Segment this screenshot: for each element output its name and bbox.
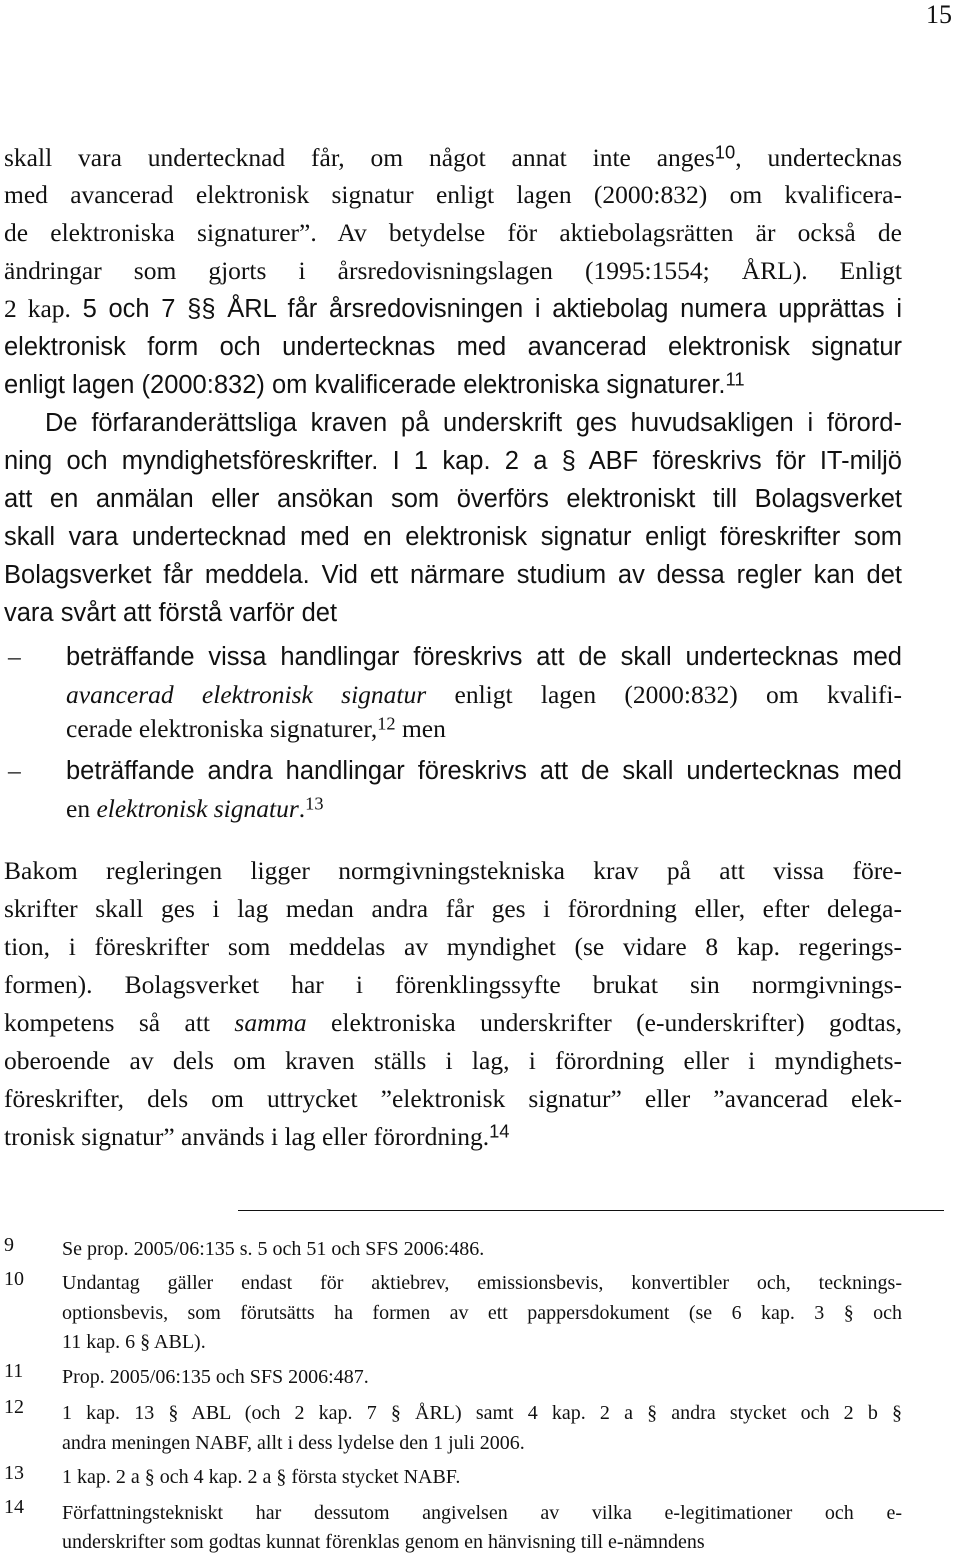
footnote-number-13: 13: [4, 1462, 24, 1484]
text: cerade elektroniska signaturer,: [66, 714, 378, 743]
footnote-number-11: 11: [4, 1360, 24, 1382]
text: tronisk signatur” används i lag eller förordning.: [4, 1122, 490, 1151]
para2-line-8: [4, 1122, 902, 1152]
text: , undertecknas: [735, 143, 902, 172]
footnote-number-14: 14: [4, 1496, 24, 1518]
para2-line-4: formen). Bolagsverket har i förenklingssyfte brukat sin normgivnings-: [4, 970, 902, 999]
para1-line-10: att en anmälan eller ansökan som överförs elektroniskt till Bolagsverket: [4, 485, 902, 513]
text: .: [298, 794, 306, 823]
footnote-14-line-1: Författningstekniskt har dessutom angivelsen av vilka e-legitimationer och e-: [62, 1502, 902, 1524]
footnote-12-line-1: 1 kap. 13 § ABL (och 2 kap. 7 § ÅRL) samt 4 kap. 2 a § andra stycket och 2 b §: [62, 1402, 902, 1424]
footnote-ref-14: 14: [489, 1120, 510, 1142]
list-item-1-line-1: beträffande vissa handlingar föreskrivs att de skall undertecknas med: [66, 643, 902, 671]
para2-line-3: tion, i föreskrifter som meddelas av myndighet (se vidare 8 kap. regerings-: [4, 932, 902, 961]
footnote-11-line-1: Prop. 2005/06:135 och SFS 2006:487.: [62, 1366, 369, 1388]
text: ning och myndighetsföreskrifter. I 1 kap.: [4, 447, 491, 475]
para1-line-9: [4, 446, 902, 476]
footnote-10-line-1: Undantag gäller endast för aktiebrev, emissionsbevis, konvertibler och, tecknings-: [62, 1272, 902, 1294]
para1-line-11: skall vara undertecknad med en elektronisk signatur enligt föreskrifter som: [4, 523, 902, 551]
italic-text: samma: [234, 1008, 307, 1037]
text: 5 och 7 §§ ÅRL får årsredovisningen i aktiebolag numera upprättas i: [70, 295, 902, 323]
para1-line-7: [4, 370, 902, 400]
list-item-1-line-2: [66, 680, 902, 710]
list-item-1-line-3: [66, 714, 902, 744]
list-dash-2: –: [8, 756, 21, 785]
page-number: 15: [926, 0, 952, 29]
text: men: [395, 714, 446, 743]
footnote-14-line-2: underskrifter som godtas kunnat förenklas genom en hänvisning till e-nämndens: [62, 1531, 705, 1553]
para1-line-8: De förfaranderättsliga kraven på underskrift ges huvudsakligen i förord-: [45, 409, 902, 437]
footnote-divider: [238, 1210, 944, 1211]
list-dash-1: –: [8, 642, 21, 671]
para2-line-1: Bakom regleringen ligger normgivningstekniska krav på att vissa före-: [4, 856, 902, 885]
para1-line-2: med avancerad elektronisk signatur enligt lagen (2000:832) om kvalificera-: [4, 180, 902, 209]
text: elektroniska underskrifter (e-underskrifter) godtas,: [306, 1008, 902, 1037]
para1-line-1: [4, 143, 902, 173]
footnote-number-9: 9: [4, 1234, 14, 1256]
text: en: [66, 794, 97, 823]
text: Bolagsverket får meddela.: [4, 561, 310, 589]
para1-line-3: de elektroniska signaturer”. Av betydelse för aktiebolagsrätten är också de: [4, 218, 902, 247]
text: kompetens så att: [4, 1008, 235, 1037]
para1-line-5: [4, 294, 902, 324]
para2-line-5: [4, 1008, 902, 1038]
text: enligt lagen (2000:832) om kvalificerade elektroniska signaturer.: [4, 371, 726, 399]
text: enligt lagen (2000:832) om kvalifi-: [426, 680, 902, 709]
list-item-2-line-1: beträffande andra handlingar föreskrivs att de skall undertecknas med: [66, 757, 902, 785]
footnote-ref-10: 10: [714, 141, 736, 163]
footnote-number-12: 12: [4, 1396, 24, 1418]
footnote-number-10: 10: [4, 1268, 24, 1290]
para1-line-4: ändringar som gjorts i årsredovisningslagen (1995:1554; ÅRL). Enligt: [4, 256, 902, 285]
footnote-9-line-1: Se prop. 2005/06:135 s. 5 och 51 och SFS 2006:486.: [62, 1238, 485, 1260]
para1-line-13: vara svårt att förstå varför det: [4, 599, 338, 627]
footnote-10-line-2: optionsbevis, som förutsätts ha formen av ett pappersdokument (se 6 kap. 3 § och: [62, 1302, 902, 1324]
list-item-2-line-2: [66, 794, 902, 824]
para2-line-7: föreskrifter, dels om uttrycket ”elektronisk signatur” eller ”avancerad elek-: [4, 1084, 902, 1113]
para1-line-12: [4, 560, 902, 590]
footnote-10-line-3: 11 kap. 6 § ABL).: [62, 1331, 206, 1353]
footnote-ref-11: 11: [725, 368, 745, 390]
footnote-ref-12: 12: [377, 713, 396, 734]
footnote-12-line-2: andra meningen NABF, allt i dess lydelse den 1 juli 2006.: [62, 1432, 525, 1454]
text: 2 kap.: [4, 294, 71, 323]
para1-line-6: elektronisk form och undertecknas med avancerad elektronisk signatur: [4, 333, 902, 361]
para2-line-6: oberoende av dels om kraven ställs i lag, i förordning eller i myndighets-: [4, 1046, 902, 1075]
footnote-ref-13: 13: [305, 793, 324, 814]
text: 2 a § ABF föreskrivs för IT-miljö: [490, 447, 902, 475]
footnote-13-line-1: 1 kap. 2 a § och 4 kap. 2 a § första stycket NABF.: [62, 1466, 461, 1488]
para2-line-2: skrifter skall ges i lag medan andra får ges i förordning eller, efter delega-: [4, 894, 902, 923]
text: Vid ett närmare studium av dessa regler kan det: [309, 561, 902, 589]
italic-text: elektronisk signatur: [96, 794, 299, 823]
italic-text: avancerad elektronisk signatur: [66, 680, 427, 709]
text: skall vara undertecknad får, om något annat inte anges: [4, 143, 715, 172]
